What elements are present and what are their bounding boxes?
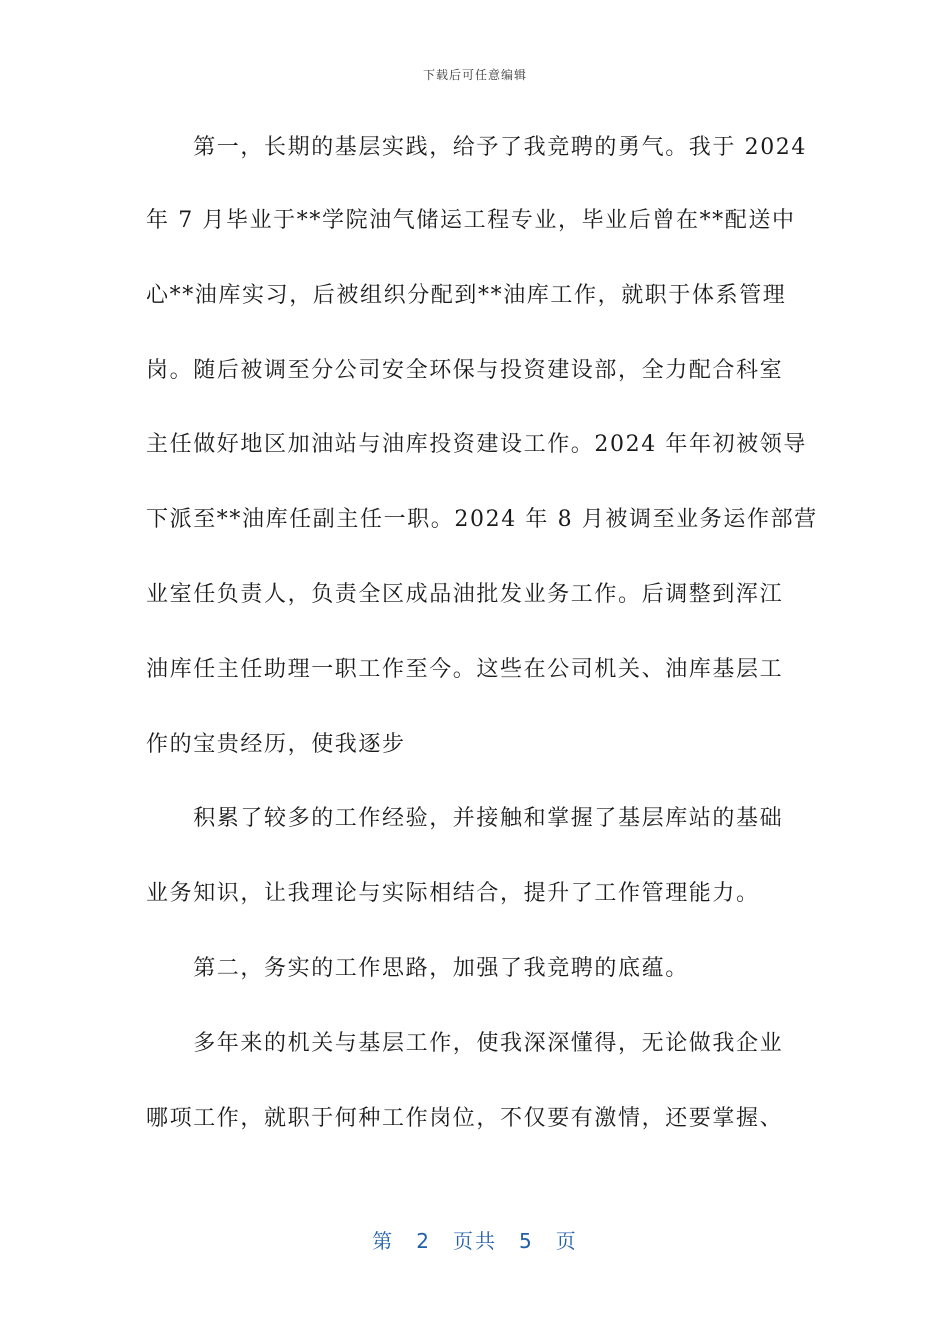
text-line: 下派至**油库任副主任一职。2024 年 8 月被调至业务运作部营 <box>146 507 818 532</box>
text-line: 油库任主任助理一职工作至今。这些在公司机关、油库基层工 <box>146 657 784 682</box>
text-line: 主任做好地区加油站与油库投资建设工作。2024 年年初被领导 <box>146 432 807 457</box>
text-line: 第二，务实的工作思路，加强了我竞聘的底蕴。 <box>146 956 689 981</box>
text-line: 业室任负责人，负责全区成品油批发业务工作。后调整到浑江 <box>146 582 784 607</box>
page-footer <box>0 1225 950 1254</box>
text-line: 心**油库实习，后被组织分配到**油库工作，就职于体系管理 <box>146 283 787 308</box>
text-line: 业务知识，让我理论与实际相结合，提升了工作管理能力。 <box>146 881 760 906</box>
text-line: 哪项工作，就职于何种工作岗位，不仅要有激情，还要掌握、 <box>146 1106 784 1131</box>
footer-middle: 页共 <box>453 1229 497 1253</box>
text-line: 岗。随后被调至分公司安全环保与投资建设部，全力配合科室 <box>146 358 784 383</box>
total-pages-number: 5 <box>519 1229 534 1253</box>
text-line: 第一，长期的基层实践，给予了我竞聘的勇气。我于 2024 <box>146 135 807 160</box>
text-line: 积累了较多的工作经验，并接触和掌握了基层库站的基础 <box>146 806 784 831</box>
header-note: 下载后可任意编辑 <box>422 68 527 82</box>
text-line: 年 7 月毕业于**学院油气储运工程专业，毕业后曾在**配送中 <box>146 208 796 233</box>
text-line: 多年来的机关与基层工作，使我深深懂得，无论做我企业 <box>146 1031 784 1056</box>
footer-suffix: 页 <box>555 1229 578 1253</box>
footer-prefix: 第 <box>372 1229 395 1253</box>
current-page-number: 2 <box>416 1229 431 1253</box>
text-line: 作的宝贵经历，使我逐步 <box>146 732 406 757</box>
